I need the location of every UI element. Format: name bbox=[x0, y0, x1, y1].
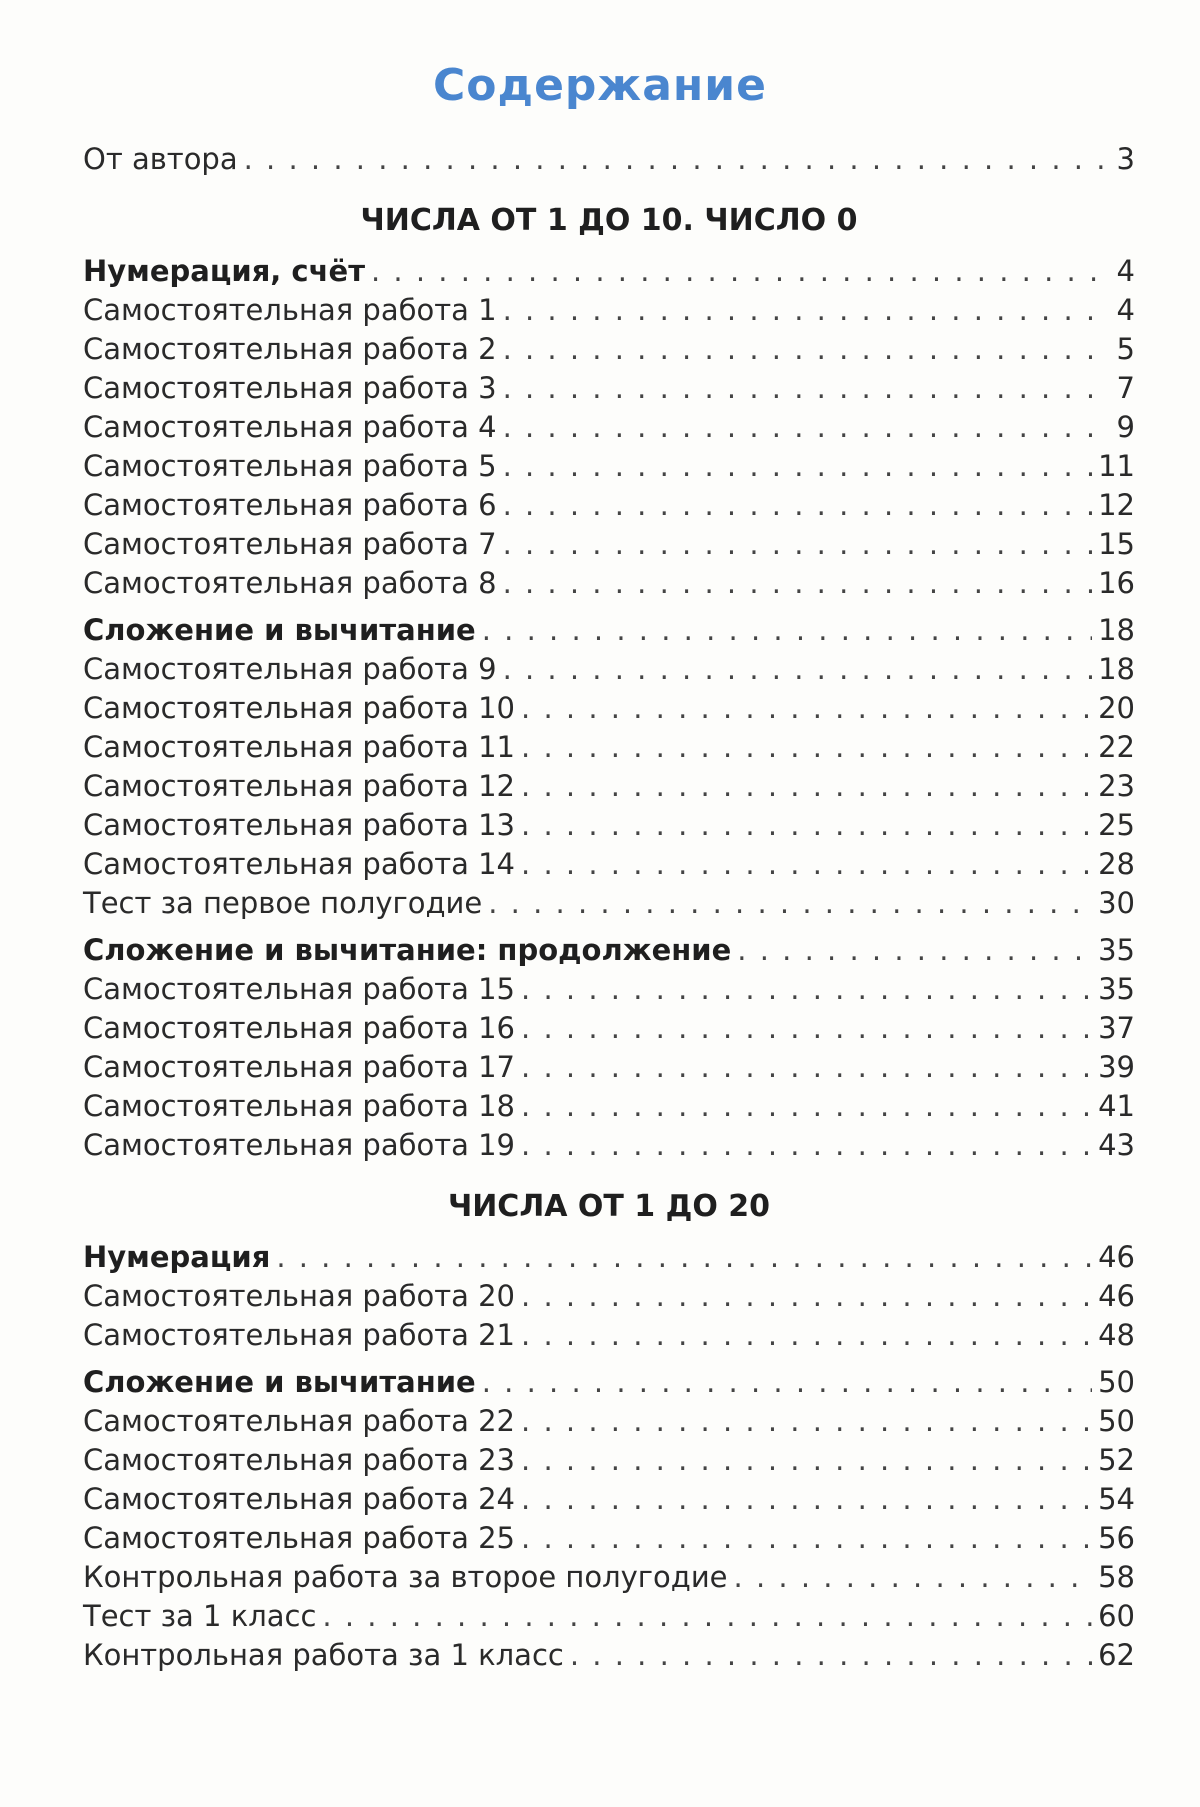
dot-leader bbox=[276, 1238, 1092, 1277]
entry-page: 22 bbox=[1098, 730, 1135, 764]
entry-page: 52 bbox=[1098, 1443, 1135, 1477]
dot-leader bbox=[521, 1009, 1092, 1048]
entry-page: 35 bbox=[1098, 972, 1135, 1006]
entry-page: 48 bbox=[1098, 1318, 1135, 1352]
entry-page: 58 bbox=[1098, 1560, 1135, 1594]
entry-page: 54 bbox=[1098, 1482, 1135, 1516]
dot-leader bbox=[521, 970, 1092, 1009]
toc-entry[interactable] bbox=[83, 369, 1135, 408]
entry-label: Самостоятельная работа 15 bbox=[83, 972, 516, 1006]
table-of-contents bbox=[83, 140, 1135, 1675]
entry-label: Тест за 1 класс bbox=[83, 1599, 317, 1633]
entry-page: 5 bbox=[1116, 332, 1135, 366]
section-heading: ЧИСЛА ОТ 1 ДО 20 bbox=[447, 1189, 771, 1224]
toc-entry[interactable] bbox=[83, 1087, 1135, 1126]
toc-entry[interactable] bbox=[83, 806, 1135, 845]
entry-label: Самостоятельная работа 17 bbox=[83, 1050, 516, 1084]
entry-page: 41 bbox=[1098, 1089, 1135, 1123]
dot-leader bbox=[521, 728, 1092, 767]
dot-leader bbox=[521, 1126, 1092, 1165]
entry-page: 43 bbox=[1098, 1128, 1135, 1162]
entry-label: Самостоятельная работа 19 bbox=[83, 1128, 516, 1162]
toc-entry[interactable] bbox=[83, 564, 1135, 603]
toc-entry[interactable] bbox=[83, 1441, 1135, 1480]
toc-entry[interactable] bbox=[83, 408, 1135, 447]
entry-label: Самостоятельная работа 3 bbox=[83, 371, 497, 405]
toc-entry[interactable] bbox=[83, 525, 1135, 564]
toc-entry[interactable] bbox=[83, 291, 1135, 330]
entry-label: Самостоятельная работа 10 bbox=[83, 691, 516, 725]
entry-label: Самостоятельная работа 12 bbox=[83, 769, 516, 803]
dot-leader bbox=[734, 1558, 1093, 1597]
entry-page: 56 bbox=[1098, 1521, 1135, 1555]
entry-label: Самостоятельная работа 11 bbox=[83, 730, 516, 764]
entry-page: 7 bbox=[1116, 371, 1135, 405]
dot-leader bbox=[521, 1048, 1092, 1087]
toc-entry[interactable] bbox=[83, 1316, 1135, 1355]
dot-leader bbox=[521, 1087, 1092, 1126]
entry-label: Самостоятельная работа 7 bbox=[83, 527, 497, 561]
dot-leader bbox=[503, 525, 1093, 564]
toc-entry[interactable] bbox=[83, 1636, 1135, 1675]
dot-leader bbox=[503, 447, 1093, 486]
dot-leader bbox=[371, 252, 1105, 291]
entry-label: Самостоятельная работа 14 bbox=[83, 847, 516, 881]
section-heading: ЧИСЛА ОТ 1 ДО 10. ЧИСЛО 0 bbox=[360, 203, 858, 238]
entry-page: 12 bbox=[1098, 488, 1135, 522]
toc-entry[interactable] bbox=[83, 845, 1135, 884]
toc-group-title[interactable] bbox=[83, 611, 1135, 650]
entry-label: Самостоятельная работа 20 bbox=[83, 1279, 516, 1313]
entry-label: Самостоятельная работа 8 bbox=[83, 566, 497, 600]
toc-group-title[interactable] bbox=[83, 1363, 1135, 1402]
group-label: Сложение и вычитание bbox=[83, 613, 476, 647]
entry-page: 11 bbox=[1098, 449, 1135, 483]
dot-leader bbox=[521, 1480, 1092, 1519]
dot-leader bbox=[482, 611, 1092, 650]
entry-page: 20 bbox=[1098, 691, 1135, 725]
entry-label: Самостоятельная работа 13 bbox=[83, 808, 516, 842]
entry-label: Тест за первое полугодие bbox=[83, 886, 483, 920]
entry-page: 35 bbox=[1098, 933, 1135, 967]
dot-leader bbox=[521, 689, 1092, 728]
entry-label: Самостоятельная работа 22 bbox=[83, 1404, 516, 1438]
entry-page: 18 bbox=[1098, 652, 1135, 686]
entry-label: Самостоятельная работа 9 bbox=[83, 652, 497, 686]
entry-page: 15 bbox=[1098, 527, 1135, 561]
dot-leader bbox=[244, 140, 1105, 179]
toc-entry-intro[interactable] bbox=[83, 140, 1135, 179]
dot-leader bbox=[503, 564, 1093, 603]
entry-label: Самостоятельная работа 6 bbox=[83, 488, 497, 522]
entry-label: Самостоятельная работа 25 bbox=[83, 1521, 516, 1555]
entry-page: 4 bbox=[1116, 293, 1135, 327]
toc-entry[interactable] bbox=[83, 486, 1135, 525]
entry-page: 46 bbox=[1098, 1240, 1135, 1274]
group-label: Нумерация, счёт bbox=[83, 254, 365, 288]
entry-label: Контрольная работа за 1 класс bbox=[83, 1638, 564, 1672]
toc-entry[interactable] bbox=[83, 1519, 1135, 1558]
dot-leader bbox=[521, 1441, 1092, 1480]
entry-page: 60 bbox=[1098, 1599, 1135, 1633]
toc-entry[interactable] bbox=[83, 1048, 1135, 1087]
entry-page: 39 bbox=[1098, 1050, 1135, 1084]
dot-leader bbox=[521, 845, 1092, 884]
toc-entry[interactable] bbox=[83, 1597, 1135, 1636]
entry-label: Самостоятельная работа 2 bbox=[83, 332, 497, 366]
dot-leader bbox=[737, 931, 1092, 970]
dot-leader bbox=[521, 1519, 1092, 1558]
entry-page: 46 bbox=[1098, 1279, 1135, 1313]
group-label: Сложение и вычитание bbox=[83, 1365, 476, 1399]
toc-entry[interactable] bbox=[83, 970, 1135, 1009]
entry-page: 18 bbox=[1098, 613, 1135, 647]
dot-leader bbox=[521, 1402, 1092, 1441]
dot-leader bbox=[503, 408, 1105, 447]
entry-label: Самостоятельная работа 16 bbox=[83, 1011, 516, 1045]
toc-entry[interactable] bbox=[83, 689, 1135, 728]
toc-entry[interactable] bbox=[83, 1277, 1135, 1316]
dot-leader bbox=[488, 884, 1092, 923]
dot-leader bbox=[322, 1597, 1092, 1636]
dot-leader bbox=[482, 1363, 1092, 1402]
entry-label: Самостоятельная работа 21 bbox=[83, 1318, 516, 1352]
entry-page: 37 bbox=[1098, 1011, 1135, 1045]
page-title: Содержание bbox=[433, 60, 767, 111]
toc-entry[interactable] bbox=[83, 1480, 1135, 1519]
entry-label: Самостоятельная работа 18 bbox=[83, 1089, 516, 1123]
dot-leader bbox=[521, 806, 1092, 845]
toc-entry[interactable] bbox=[83, 1558, 1135, 1597]
entry-page: 25 bbox=[1098, 808, 1135, 842]
entry-label: Самостоятельная работа 5 bbox=[83, 449, 497, 483]
dot-leader bbox=[503, 369, 1105, 408]
toc-group-title[interactable] bbox=[83, 252, 1135, 291]
toc-entry[interactable] bbox=[83, 1009, 1135, 1048]
dot-leader bbox=[521, 1316, 1092, 1355]
entry-page: 23 bbox=[1098, 769, 1135, 803]
entry-page: 16 bbox=[1098, 566, 1135, 600]
toc-entry[interactable] bbox=[83, 650, 1135, 689]
toc-entry[interactable] bbox=[83, 1402, 1135, 1441]
dot-leader bbox=[570, 1636, 1092, 1675]
entry-label: От автора bbox=[83, 142, 238, 176]
dot-leader bbox=[503, 650, 1093, 689]
entry-label: Самостоятельная работа 24 bbox=[83, 1482, 516, 1516]
entry-label: Самостоятельная работа 23 bbox=[83, 1443, 516, 1477]
dot-leader bbox=[521, 1277, 1092, 1316]
entry-label: Самостоятельная работа 4 bbox=[83, 410, 497, 444]
entry-page: 30 bbox=[1098, 886, 1135, 920]
dot-leader bbox=[503, 291, 1105, 330]
entry-page: 62 bbox=[1098, 1638, 1135, 1672]
toc-entry[interactable] bbox=[83, 884, 1135, 923]
entry-page: 4 bbox=[1116, 254, 1135, 288]
entry-page: 9 bbox=[1116, 410, 1135, 444]
entry-page: 50 bbox=[1098, 1404, 1135, 1438]
dot-leader bbox=[503, 486, 1093, 525]
toc-entry[interactable] bbox=[83, 767, 1135, 806]
entry-page: 3 bbox=[1116, 142, 1135, 176]
group-label: Сложение и вычитание: продолжение bbox=[83, 933, 732, 967]
entry-page: 28 bbox=[1098, 847, 1135, 881]
entry-label: Контрольная работа за второе полугодие bbox=[83, 1560, 728, 1594]
group-label: Нумерация bbox=[83, 1240, 271, 1274]
toc-entry[interactable] bbox=[83, 1126, 1135, 1165]
toc-entry[interactable] bbox=[83, 447, 1135, 486]
toc-entry[interactable] bbox=[83, 728, 1135, 767]
toc-group-title[interactable] bbox=[83, 931, 1135, 970]
entry-label: Самостоятельная работа 1 bbox=[83, 293, 497, 327]
dot-leader bbox=[503, 330, 1105, 369]
dot-leader bbox=[521, 767, 1092, 806]
entry-page: 50 bbox=[1098, 1365, 1135, 1399]
toc-entry[interactable] bbox=[83, 330, 1135, 369]
toc-group-title[interactable] bbox=[83, 1238, 1135, 1277]
